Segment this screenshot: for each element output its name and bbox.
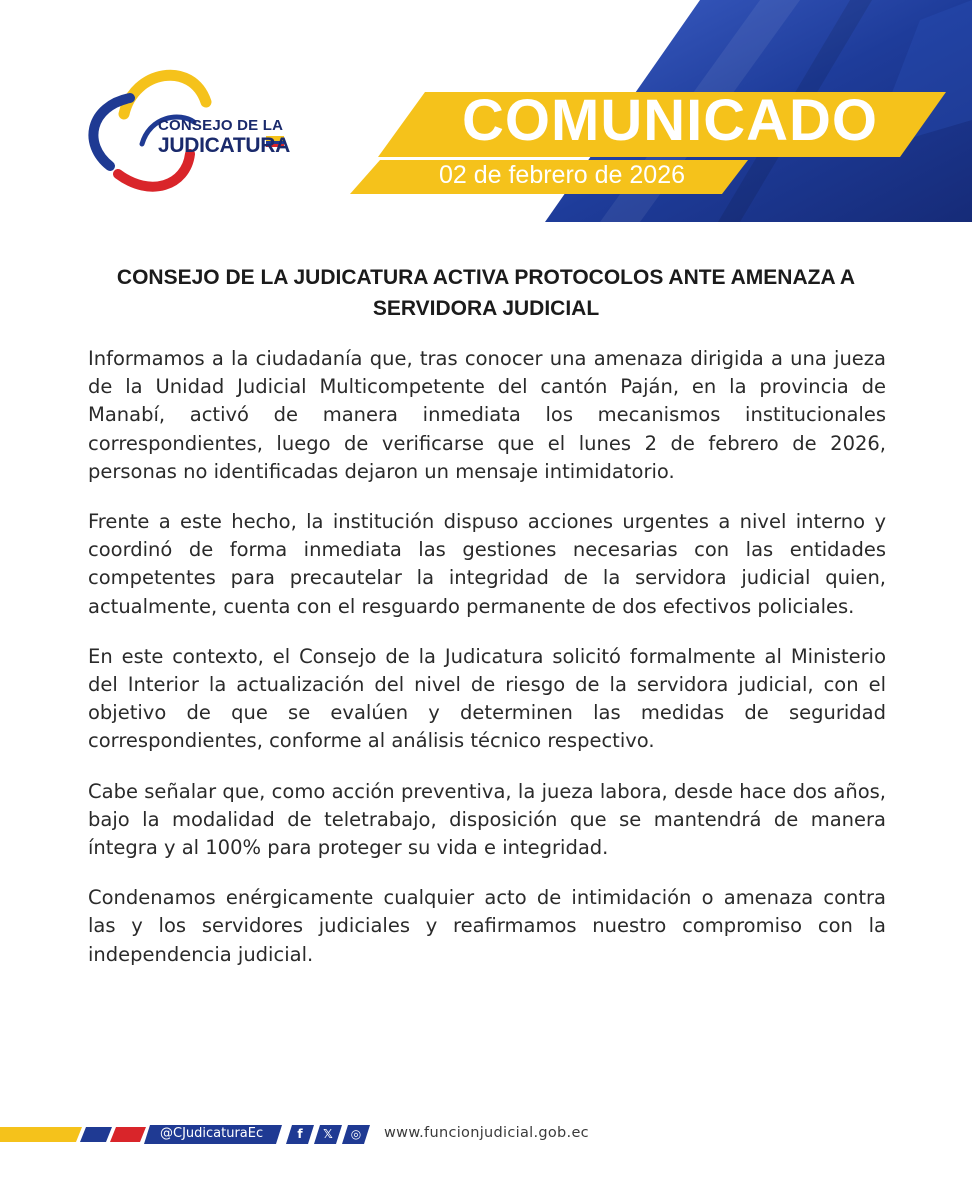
article-headline: CONSEJO DE LA JUDICATURA ACTIVA PROTOCOLOS ANTE AMENAZA A SERVIDORA JUDICIAL (116, 266, 856, 320)
banner-title: COMUNICADO (462, 88, 878, 153)
article-paragraph: En este contexto, el Consejo de la Judicatura solicitó formalmente al Ministerio del Interior la actualización del nivel de riesgo de la servidora judicial, con el objetivo de que se evalúen y determinen las medidas de seguridad correspondientes, conforme al análisis técnico respectivo. (88, 644, 886, 753)
logo-line-2: JUDICATURA (158, 134, 290, 157)
article-paragraph: Informamos a la ciudadanía que, tras conocer una amenaza dirigida a una jueza de la Unidad Judicial Multicompetente del cantón Paján, en la provincia de Manabí, activó de manera inmediata los mecanismos institucionales correspondientes, luego de verificarse que el lunes 2 de febrero de 2026, personas no identificadas dejaron un mensaje intimidatorio. (88, 347, 886, 483)
x-icon[interactable]: 𝕏 (323, 1127, 333, 1141)
communique-footer (0, 1120, 972, 1150)
facebook-icon[interactable]: f (297, 1127, 303, 1141)
logo-line-1: CONSEJO DE LA (158, 117, 284, 134)
logo-text (158, 118, 290, 156)
article-paragraph: Condenamos enérgicamente cualquier acto de intimidación o amenaza contra las y los servidores judiciales y reafirmamos nuestro compromiso con la independencia judicial. (88, 886, 886, 966)
article-paragraph: Frente a este hecho, la institución dispuso acciones urgentes a nivel interno y coordinó de forma inmediata las gestiones necesarias con las entidades competentes para precautelar la integridad de la servidora judicial quien, actualmente, cuenta con el resguardo permanente de dos efectivos policiales. (88, 510, 886, 618)
article-body (88, 345, 886, 991)
banner-date: 02 de febrero de 2026 (438, 161, 686, 189)
instagram-icon[interactable]: ◎ (350, 1127, 362, 1141)
website-link[interactable]: www.funcionjudicial.gob.ec (384, 1125, 589, 1141)
social-handle[interactable]: @CJudicaturaEc (160, 1126, 264, 1141)
communique-header (0, 0, 972, 230)
article-paragraph: Cabe señalar que, como acción preventiva, la jueza labora, desde hace dos años, bajo la modalidad de teletrabajo, disposición que se mantendrá de manera íntegra y al 100% para proteger su vida e integridad. (88, 779, 886, 860)
